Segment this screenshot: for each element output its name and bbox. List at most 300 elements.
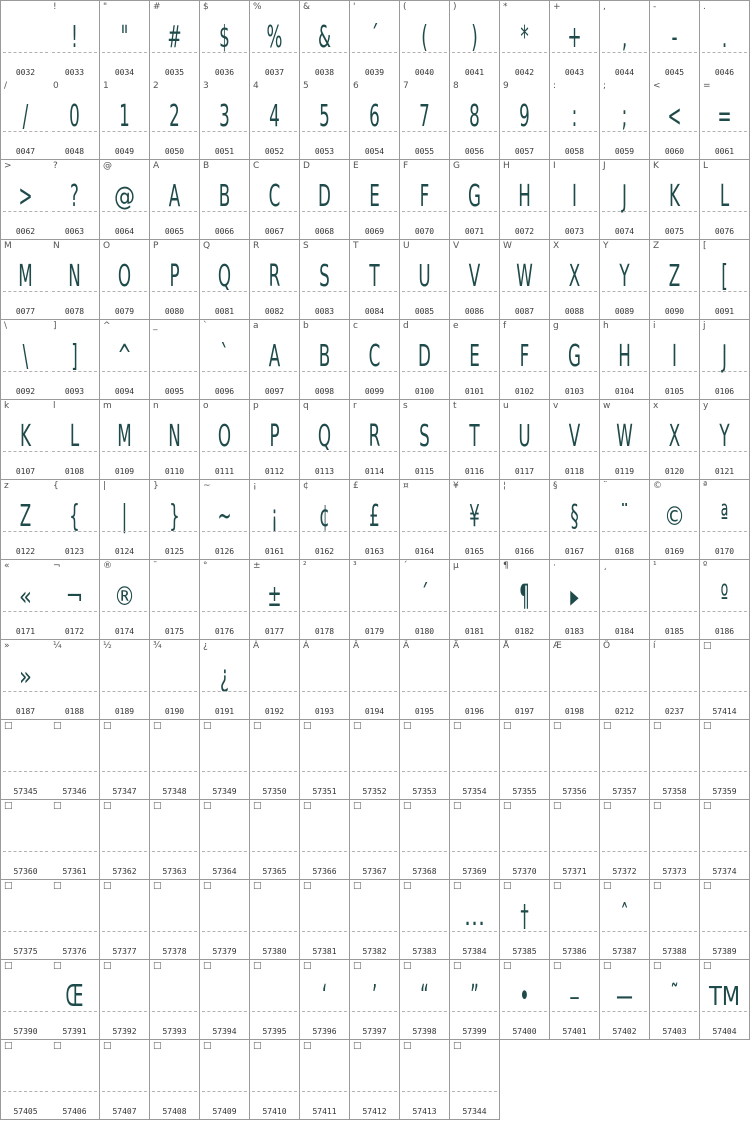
glyph-cell [450, 1040, 500, 1120]
glyph-sample: ˆ [620, 899, 629, 934]
glyph-label: □ [703, 721, 712, 731]
glyph-label: □ [253, 721, 262, 731]
glyph-label: G [453, 161, 460, 171]
glyph-cell [250, 0, 300, 81]
baseline-guide [602, 371, 647, 372]
baseline-guide [252, 691, 297, 692]
glyph-label: B [203, 161, 210, 171]
glyph-code: 0084 [364, 307, 385, 316]
glyph-cell [600, 720, 650, 800]
glyph-cell [400, 560, 450, 640]
glyph-cell [500, 80, 550, 160]
glyph-cell [150, 480, 200, 560]
baseline-guide [3, 851, 48, 852]
glyph-label: h [603, 321, 609, 331]
glyph-cell [200, 1040, 250, 1120]
glyph-sample: > [18, 179, 33, 214]
glyph-cell [350, 320, 400, 400]
glyph-cell [450, 80, 500, 160]
glyph-label: □ [153, 881, 162, 891]
glyph-sample: { [69, 499, 80, 534]
glyph-cell [0, 560, 51, 640]
glyph-cell [300, 720, 350, 800]
glyph-sample: 1 [119, 99, 130, 134]
glyph-code: 57370 [512, 867, 537, 876]
glyph-cell [50, 560, 100, 640]
glyph-sample: º [720, 579, 729, 614]
glyph-code: 57381 [312, 947, 337, 956]
glyph-code: 0038 [314, 68, 335, 77]
glyph-cell [50, 160, 100, 240]
glyph-label: j [703, 321, 706, 331]
glyph-cell [100, 80, 150, 160]
glyph-code: 0077 [15, 307, 36, 316]
baseline-guide [52, 611, 97, 612]
glyph-code: 0075 [664, 227, 685, 236]
glyph-label: 2 [153, 81, 159, 91]
glyph-sample: ; [621, 99, 628, 134]
glyph-sample: E [369, 179, 380, 214]
baseline-guide [202, 611, 247, 612]
glyph-code: 0193 [314, 707, 335, 716]
glyph-sample: H [618, 339, 631, 374]
baseline-guide [102, 1091, 147, 1092]
baseline-guide [552, 291, 597, 292]
glyph-cell [50, 880, 100, 960]
glyph-sample: ! [71, 20, 78, 55]
glyph-cell [100, 960, 150, 1040]
baseline-guide [652, 371, 697, 372]
glyph-label: z [4, 481, 9, 491]
glyph-label: □ [4, 1041, 13, 1051]
glyph-cell [200, 800, 250, 880]
baseline-guide [3, 211, 48, 212]
glyph-code: 0067 [264, 227, 285, 236]
baseline-guide [702, 611, 747, 612]
glyph-cell [300, 400, 350, 480]
glyph-code: 57359 [712, 787, 737, 796]
glyph-code: 0054 [364, 147, 385, 156]
glyph-code: 57410 [262, 1107, 287, 1116]
glyph-label: □ [353, 721, 362, 731]
baseline-guide [152, 211, 197, 212]
baseline-guide [302, 691, 347, 692]
glyph-label: □ [453, 721, 462, 731]
glyph-cell [150, 640, 200, 720]
glyph-code: 0120 [664, 467, 685, 476]
glyph-code: 0055 [414, 147, 435, 156]
baseline-guide [702, 931, 747, 932]
glyph-cell [150, 400, 200, 480]
baseline-guide [52, 52, 97, 53]
baseline-guide [602, 531, 647, 532]
glyph-sample: ª [720, 499, 729, 534]
glyph-label: s [403, 401, 408, 411]
glyph-code: 0107 [15, 467, 36, 476]
glyph-cell [0, 160, 51, 240]
glyph-label: Å [503, 641, 510, 651]
glyph-cell [300, 1040, 350, 1120]
glyph-cell [700, 240, 750, 320]
glyph-code: 57364 [212, 867, 237, 876]
glyph-label: □ [703, 641, 712, 651]
glyph-label: m [103, 401, 112, 411]
glyph-code: 57352 [362, 787, 387, 796]
glyph-label: o [203, 401, 209, 411]
baseline-guide [302, 291, 347, 292]
glyph-label: □ [653, 801, 662, 811]
glyph-cell [400, 240, 450, 320]
baseline-guide [702, 1011, 747, 1012]
glyph-label: □ [203, 801, 212, 811]
glyph-sample: F [419, 179, 430, 214]
glyph-label: Ä [453, 641, 460, 651]
baseline-guide [502, 371, 547, 372]
glyph-cell [200, 560, 250, 640]
glyph-sample: ¥ [469, 499, 480, 534]
glyph-code: 57358 [662, 787, 687, 796]
glyph-cell [350, 480, 400, 560]
glyph-sample: 8 [469, 99, 480, 134]
glyph-sample: P [169, 259, 180, 294]
glyph-label: a [253, 321, 259, 331]
glyph-label: □ [603, 961, 612, 971]
glyph-code: 0100 [414, 387, 435, 396]
glyph-sample: = [717, 99, 732, 134]
glyph-label: ¼ [53, 641, 62, 651]
glyph-code: 57403 [662, 1027, 687, 1036]
baseline-guide [402, 691, 447, 692]
baseline-guide [152, 931, 197, 932]
glyph-label: □ [403, 801, 412, 811]
glyph-label: i [653, 321, 656, 331]
glyph-code: 57345 [13, 787, 38, 796]
glyph-code: 57413 [412, 1107, 437, 1116]
glyph-code: 0045 [664, 68, 685, 77]
glyph-code: 0071 [464, 227, 485, 236]
baseline-guide [302, 211, 347, 212]
glyph-code: 57363 [162, 867, 187, 876]
glyph-code: 57367 [362, 867, 387, 876]
glyph-sample: “ [420, 979, 429, 1014]
glyph-cell [350, 640, 400, 720]
glyph-code: 0047 [15, 147, 36, 156]
glyph-sample: … [463, 902, 486, 932]
baseline-guide [52, 291, 97, 292]
glyph-cell [0, 880, 51, 960]
glyph-code: 0191 [214, 707, 235, 716]
glyph-cell [700, 720, 750, 800]
glyph-cell [350, 880, 400, 960]
glyph-sample: L [69, 419, 80, 454]
glyph-sample: D [418, 339, 431, 374]
glyph-cell [600, 480, 650, 560]
glyph-code: 57379 [212, 947, 237, 956]
glyph-cell [400, 1040, 450, 1120]
baseline-guide [452, 1091, 497, 1092]
baseline-guide [3, 771, 48, 772]
baseline-guide [102, 531, 147, 532]
glyph-cell [700, 400, 750, 480]
glyph-code: 0114 [364, 467, 385, 476]
baseline-guide [152, 851, 197, 852]
glyph-label: □ [53, 881, 62, 891]
glyph-label: , [603, 2, 606, 12]
glyph-sample: Z [668, 259, 681, 294]
glyph-code: 57377 [112, 947, 137, 956]
glyph-cell [300, 80, 350, 160]
glyph-sample: # [167, 20, 182, 55]
baseline-guide [702, 531, 747, 532]
glyph-label: □ [653, 881, 662, 891]
glyph-cell [600, 160, 650, 240]
glyph-cell [350, 80, 400, 160]
glyph-cell [300, 800, 350, 880]
glyph-code: 0169 [664, 547, 685, 556]
glyph-cell [450, 960, 500, 1040]
glyph-cell [500, 560, 550, 640]
glyph-label: □ [4, 721, 13, 731]
glyph-cell [250, 1040, 300, 1120]
glyph-label: T [353, 241, 359, 251]
glyph-code: 57414 [712, 707, 737, 716]
glyph-cell [300, 240, 350, 320]
glyph-cell [600, 560, 650, 640]
glyph-code: 0036 [214, 68, 235, 77]
glyph-cell [150, 80, 200, 160]
glyph-label: p [253, 401, 259, 411]
baseline-guide [202, 451, 247, 452]
glyph-label: □ [703, 801, 712, 811]
glyph-label: □ [53, 721, 62, 731]
glyph-sample: 2 [169, 99, 180, 134]
glyph-cell [350, 160, 400, 240]
glyph-cell [650, 0, 700, 81]
baseline-guide [352, 691, 397, 692]
baseline-guide [202, 291, 247, 292]
baseline-guide [602, 771, 647, 772]
glyph-code: 0188 [64, 707, 85, 716]
glyph-cell [250, 800, 300, 880]
glyph-cell [50, 320, 100, 400]
glyph-code: 0185 [664, 627, 685, 636]
glyph-code: 0178 [314, 627, 335, 636]
glyph-code: 0170 [714, 547, 735, 556]
glyph-cell [650, 720, 700, 800]
glyph-label: « [4, 561, 10, 571]
glyph-cell [50, 720, 100, 800]
glyph-label: □ [303, 801, 312, 811]
glyph-sample: , [621, 20, 628, 55]
glyph-code: 57368 [412, 867, 437, 876]
glyph-label: □ [303, 961, 312, 971]
glyph-code: 57365 [262, 867, 287, 876]
glyph-cell [50, 240, 100, 320]
glyph-sample: " [120, 20, 129, 55]
baseline-guide [352, 931, 397, 932]
glyph-code: 57348 [162, 787, 187, 796]
glyph-cell [200, 240, 250, 320]
baseline-guide [252, 531, 297, 532]
glyph-cell [700, 320, 750, 400]
glyph-code: 57376 [62, 947, 87, 956]
glyph-code: 0046 [714, 68, 735, 77]
baseline-guide [302, 611, 347, 612]
baseline-guide [302, 1091, 347, 1092]
glyph-cell [400, 720, 450, 800]
glyph-label: □ [353, 881, 362, 891]
glyph-label: n [153, 401, 159, 411]
baseline-guide [602, 851, 647, 852]
baseline-guide [502, 691, 547, 692]
glyph-cell [350, 0, 400, 81]
glyph-sample: U [518, 419, 531, 454]
glyph-code: 57371 [562, 867, 587, 876]
glyph-cell [150, 720, 200, 800]
glyph-code: 0092 [15, 387, 36, 396]
glyph-code: 0043 [564, 68, 585, 77]
glyph-cell [150, 960, 200, 1040]
glyph-cell [650, 560, 700, 640]
baseline-guide [502, 931, 547, 932]
glyph-sample: W [616, 419, 633, 454]
glyph-code: 0042 [514, 68, 535, 77]
glyph-label: = [703, 81, 711, 91]
glyph-code: 0101 [464, 387, 485, 396]
glyph-label: ® [103, 561, 112, 571]
glyph-label: □ [103, 801, 112, 811]
baseline-guide [552, 211, 597, 212]
baseline-guide [252, 1011, 297, 1012]
glyph-label: V [453, 241, 460, 251]
glyph-label: X [553, 241, 560, 251]
baseline-guide [352, 771, 397, 772]
glyph-label: : [553, 81, 557, 91]
glyph-sample: Y [719, 419, 730, 454]
glyph-sample: [ [721, 259, 728, 294]
glyph-sample: 9 [519, 99, 530, 134]
glyph-label: + [553, 2, 561, 12]
glyph-label: ¬ [53, 561, 61, 571]
glyph-cell [600, 0, 650, 81]
baseline-guide [102, 931, 147, 932]
glyph-code: 57406 [62, 1107, 87, 1116]
baseline-guide [102, 691, 147, 692]
baseline-guide [302, 531, 347, 532]
glyph-code: 0180 [414, 627, 435, 636]
glyph-code: 57357 [612, 787, 637, 796]
glyph-sample: M [117, 419, 132, 454]
glyph-code: 57373 [662, 867, 687, 876]
glyph-cell [600, 400, 650, 480]
glyph-sample: } [169, 499, 180, 534]
baseline-guide [3, 931, 48, 932]
glyph-code: 0172 [64, 627, 85, 636]
baseline-guide [602, 1011, 647, 1012]
glyph-code: 0093 [64, 387, 85, 396]
glyph-label: Ô [603, 641, 611, 651]
glyph-cell [350, 800, 400, 880]
baseline-guide [602, 52, 647, 53]
glyph-sample: / [22, 99, 29, 134]
glyph-code: 0197 [514, 707, 535, 716]
baseline-guide [252, 771, 297, 772]
glyph-code: 0032 [15, 68, 36, 77]
glyph-sample: F [519, 339, 530, 374]
glyph-cell [600, 800, 650, 880]
glyph-code: 0079 [114, 307, 135, 316]
glyph-cell [550, 80, 600, 160]
glyph-code: 57378 [162, 947, 187, 956]
glyph-cell [550, 240, 600, 320]
glyph-code: 0085 [414, 307, 435, 316]
glyph-sample: © [663, 502, 686, 532]
glyph-cell [400, 320, 450, 400]
baseline-guide [52, 771, 97, 772]
glyph-code: 0073 [564, 227, 585, 236]
baseline-guide [252, 371, 297, 372]
glyph-cell [700, 560, 750, 640]
glyph-cell [350, 720, 400, 800]
baseline-guide [352, 291, 397, 292]
glyph-cell [450, 800, 500, 880]
glyph-label: □ [103, 1041, 112, 1051]
glyph-cell [500, 320, 550, 400]
glyph-label: □ [253, 881, 262, 891]
glyph-label: ° [203, 561, 208, 571]
glyph-cell [650, 320, 700, 400]
baseline-guide [652, 691, 697, 692]
glyph-sample: ‘ [321, 979, 328, 1014]
glyph-code: 0102 [514, 387, 535, 396]
glyph-cell [700, 80, 750, 160]
glyph-code: 57412 [362, 1107, 387, 1116]
baseline-guide [3, 451, 48, 452]
glyph-code: 57351 [312, 787, 337, 796]
baseline-guide [102, 451, 147, 452]
baseline-guide [202, 52, 247, 53]
glyph-label: ! [53, 2, 57, 12]
baseline-guide [302, 131, 347, 132]
glyph-sample: I [572, 179, 577, 214]
glyph-label: □ [503, 961, 512, 971]
baseline-guide [352, 131, 397, 132]
glyph-code: 0162 [314, 547, 335, 556]
glyph-cell [150, 560, 200, 640]
baseline-guide [702, 211, 747, 212]
baseline-guide [452, 771, 497, 772]
glyph-cell [450, 480, 500, 560]
glyph-sample: — [616, 979, 633, 1014]
glyph-code: 0165 [464, 547, 485, 556]
glyph-sample: U [418, 259, 431, 294]
glyph-sample: O [117, 259, 132, 294]
baseline-guide [152, 371, 197, 372]
glyph-label: □ [453, 801, 462, 811]
glyph-label: ¦ [503, 481, 507, 491]
glyph-code: 0166 [514, 547, 535, 556]
glyph-label: % [253, 2, 262, 12]
glyph-label: □ [4, 801, 13, 811]
glyph-cell [700, 640, 750, 720]
glyph-label: ¸ [603, 561, 608, 571]
glyph-code: 0052 [264, 147, 285, 156]
glyph-code: 0196 [464, 707, 485, 716]
baseline-guide [252, 851, 297, 852]
glyph-label: ¥ [453, 481, 459, 491]
glyph-label: □ [553, 801, 562, 811]
baseline-guide [152, 531, 197, 532]
